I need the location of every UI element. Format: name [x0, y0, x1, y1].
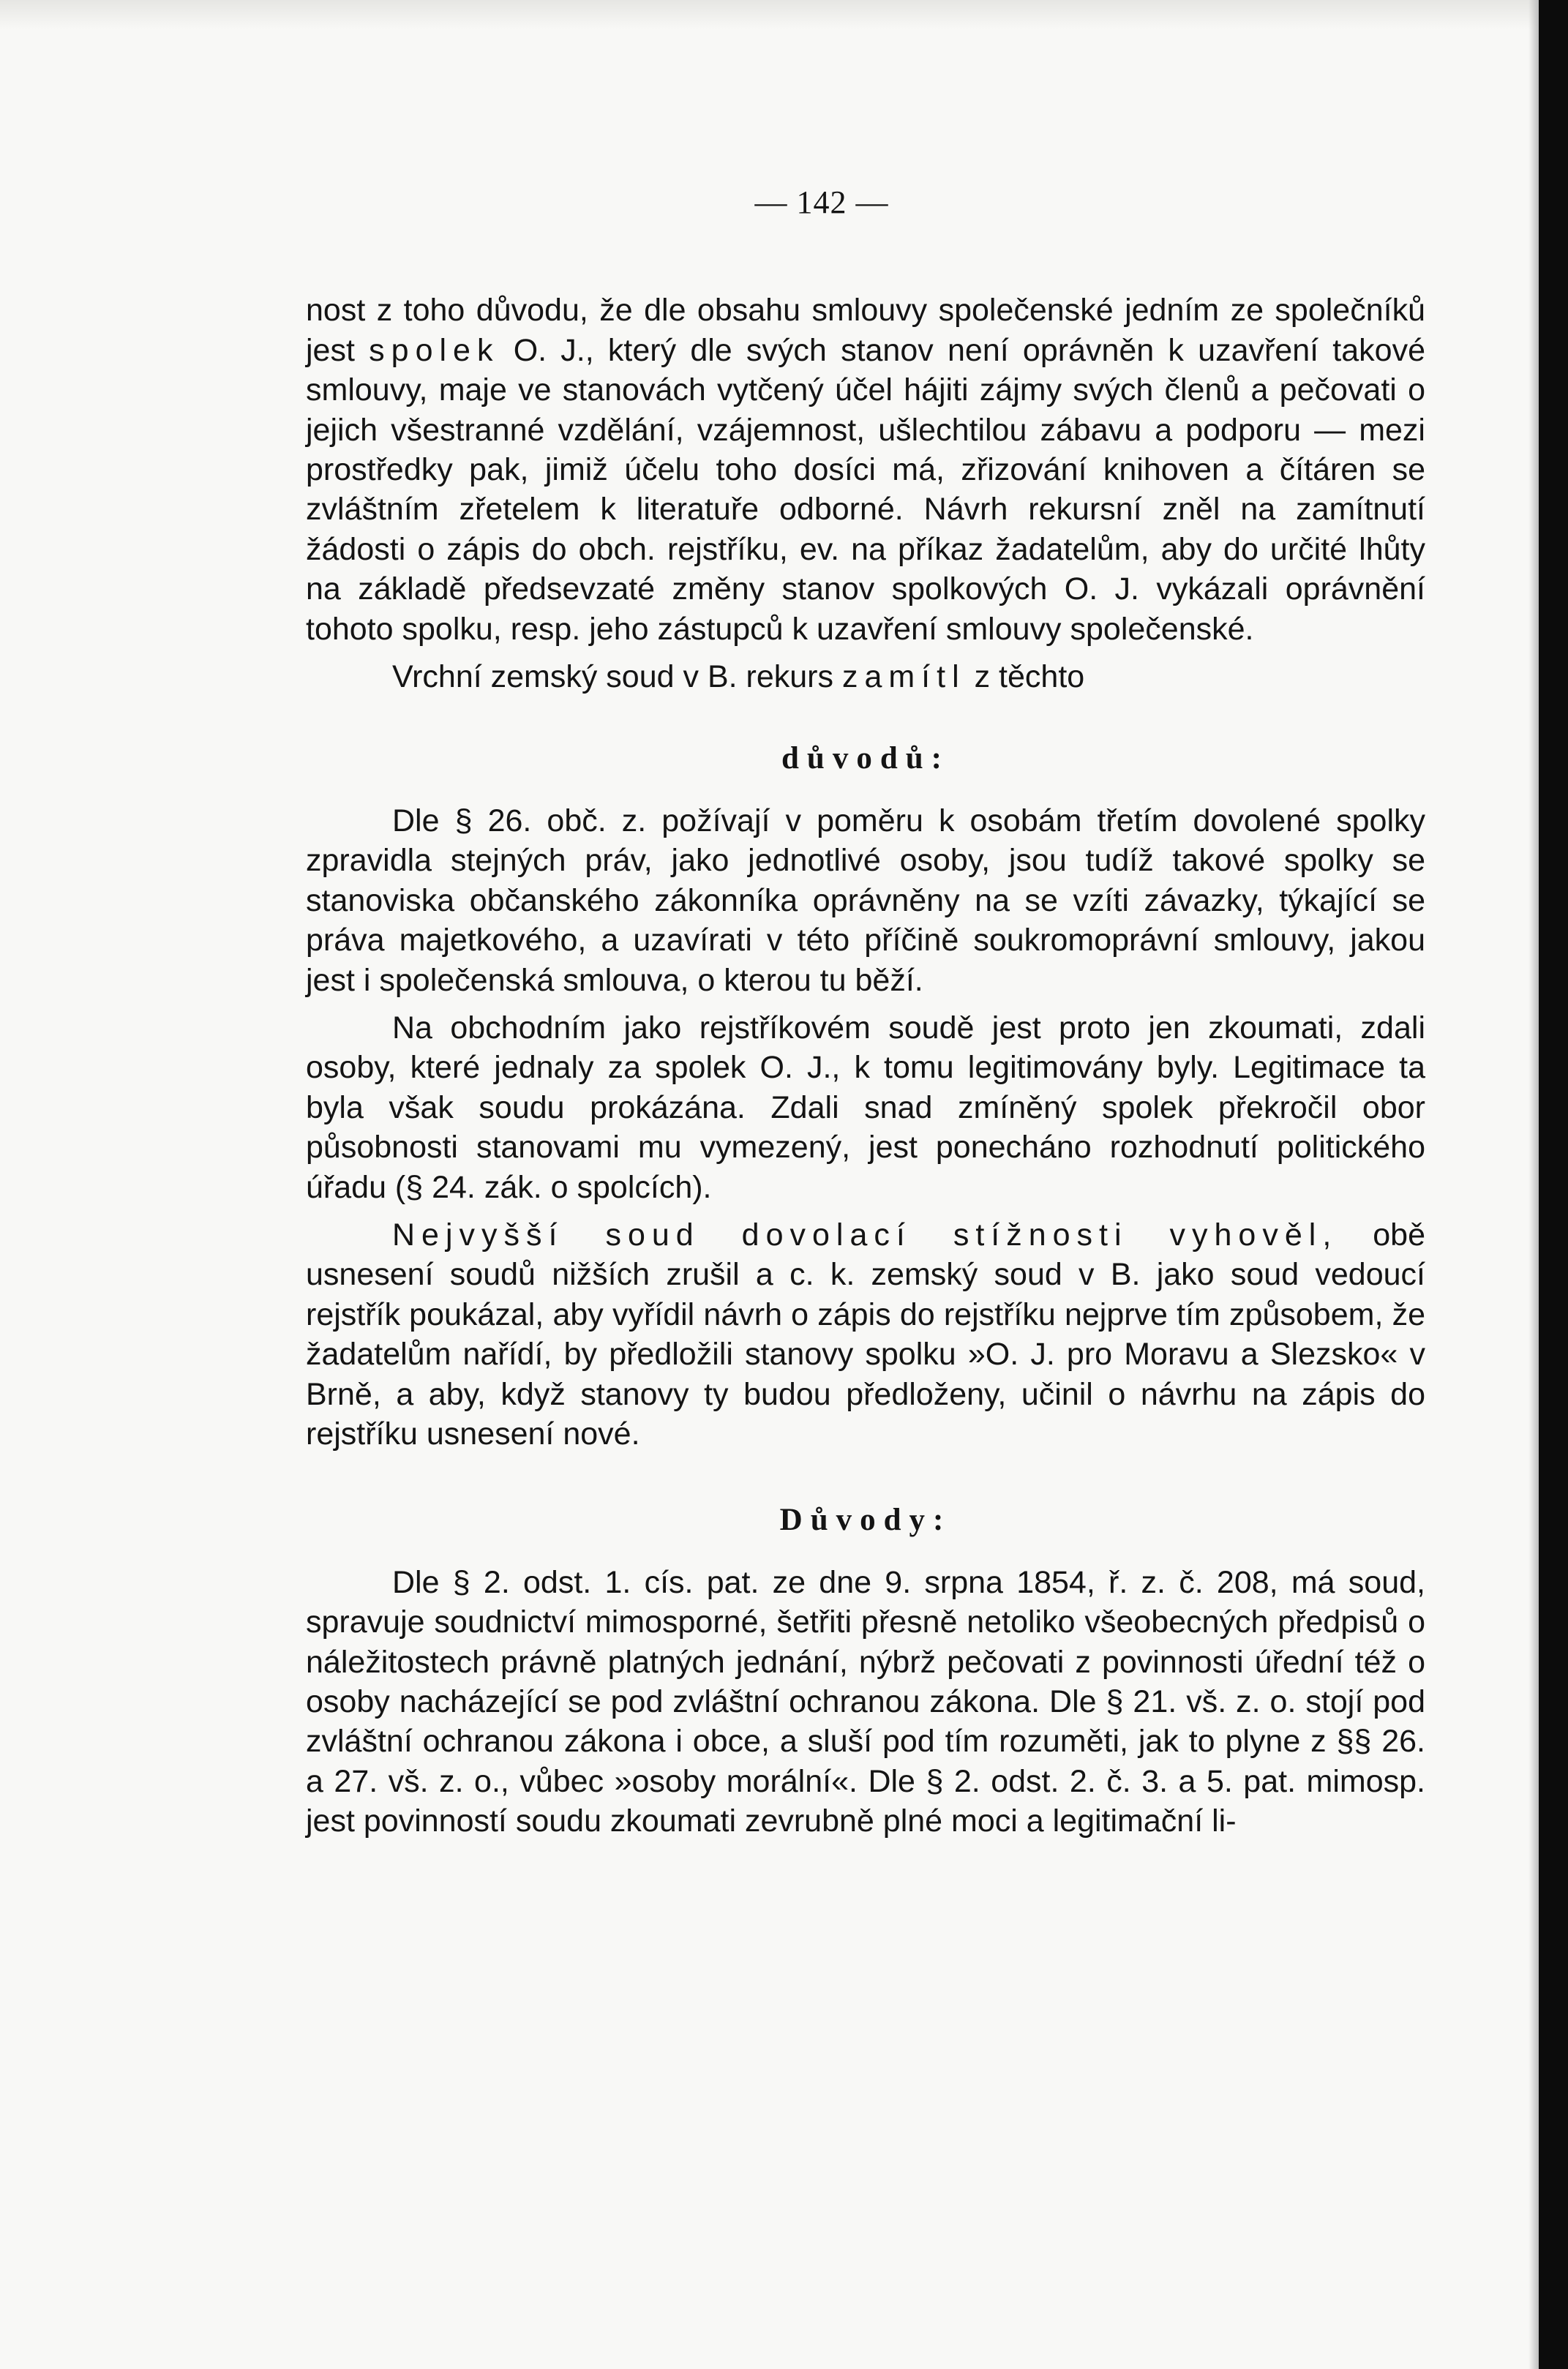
- scan-edge-right: [1539, 0, 1568, 2369]
- scan-edge-top: [0, 0, 1568, 29]
- paragraph-5-rest: obě usnesení soudů nižších zrušil a c. k. zemský soud v B. jako soud vedoucí rejstřík poukázal, aby vyřídil návrh o zápis do rejstříku nejprve tím způsobem, že žadatelům nařídí, by předložili stanovy spolku »O. J. pro Moravu a Slezsko« v Brně, a aby, když stanovy ty budou předloženy, učinil o návrhu na zápis do rejstříku usnesení nové.: [306, 1217, 1425, 1452]
- paragraph-1-start: nost z toho důvodu, že dle obsahu smlouvy společenské jedním ze společníků jest: [306, 293, 1425, 368]
- page-text: [306, 183, 1425, 1841]
- heading-duvodu: důvodů:: [781, 741, 950, 776]
- paragraph-1-rest: O. J., který dle svých stanov není oprávněn k uzavření takové smlouvy, maje ve stanovách vytčený účel hájiti zájmy svých členů a pečovati o jejich všestranné vzdělání, vzájemnost, ušlechtilou zábavu a podporu — mezi prostředky pak, jimiž účelu toho dosíci má, zřizování knihoven a čítáren se zvláštním zřetelem k literatuře odborné. Návrh rekursní zněl na zamítnutí žádosti o zápis do obch. rejstříku, ev. na příkaz žadatelům, aby do určité lhůty na základě předsevzaté změny stanov spolkových O. J. vykázali oprávnění tohoto spolku, resp. jeho zástupců k uzavření smlouvy společenské.: [306, 332, 1425, 647]
- spaced-word-spolek: spolek: [369, 332, 500, 368]
- scan-edge-shadow: [1528, 0, 1539, 2369]
- paragraph-5: [306, 1215, 1425, 1454]
- paragraph-1: [306, 290, 1425, 649]
- paragraph-6: Dle § 2. odst. 1. cís. pat. ze dne 9. srpna 1854, ř. z. č. 208, má soud, spravuje soudnictví mimosporné, šetřiti přesně netoliko všeobecných předpisů o náležitostech právně platných jednání, nýbrž pečovati z povinnosti úřední též o osoby nacházející se pod zvláštní ochranou zákona. Dle § 21. vš. z. o. stojí pod zvláštní ochranou zákona i obce, a sluší pod tím rozuměti, jak to plyne z §§ 26. a 27. vš. z. o., vůbec »osoby morální«. Dle § 2. odst. 2. č. 3. a 5. pat. mimosp. jest povinností soudu zkoumati zevrubně plné moci a legitimační li-: [306, 1564, 1425, 1839]
- heading-duvody: Důvody:: [779, 1503, 952, 1538]
- spaced-word-zamitl: zamítl: [841, 659, 966, 695]
- paragraph-2: [306, 657, 1425, 697]
- paragraph-3: Dle § 26. obč. z. požívají v poměru k osobám třetím dovolené spolky zpravidla stejných práv, jako jednotlivé osoby, jsou tudíž takové spolky se stanoviska občanského zákonníka oprávněny na se vzíti závazky, týkající se práva majetkového, a uzavírati v této příčině soukromoprávní smlouvy, jakou jest i společenská smlouva, o kterou tu běží.: [306, 803, 1425, 998]
- spaced-phrase-ruling: Nejvyšší soud dovolací stížnosti vyhověl,: [392, 1217, 1338, 1253]
- paragraph-4: Na obchodním jako rejstříkovém soudě jest proto jen zkoumati, zdali osoby, které jednaly za spolek O. J., k tomu legitimovány byly. Legitimace ta byla však soudu prokázána. Zdali snad zmíněný spolek překročil obor působnosti stanovami mu vymezený, jest ponecháno rozhodnutí politického úřadu (§ 24. zák. o spolcích).: [306, 1010, 1425, 1205]
- paragraph-2-end: z těchto: [974, 659, 1085, 695]
- paragraph-2-start: Vrchní zemský soud v B. rekurs: [392, 659, 833, 695]
- page-number: — 142 —: [754, 184, 889, 220]
